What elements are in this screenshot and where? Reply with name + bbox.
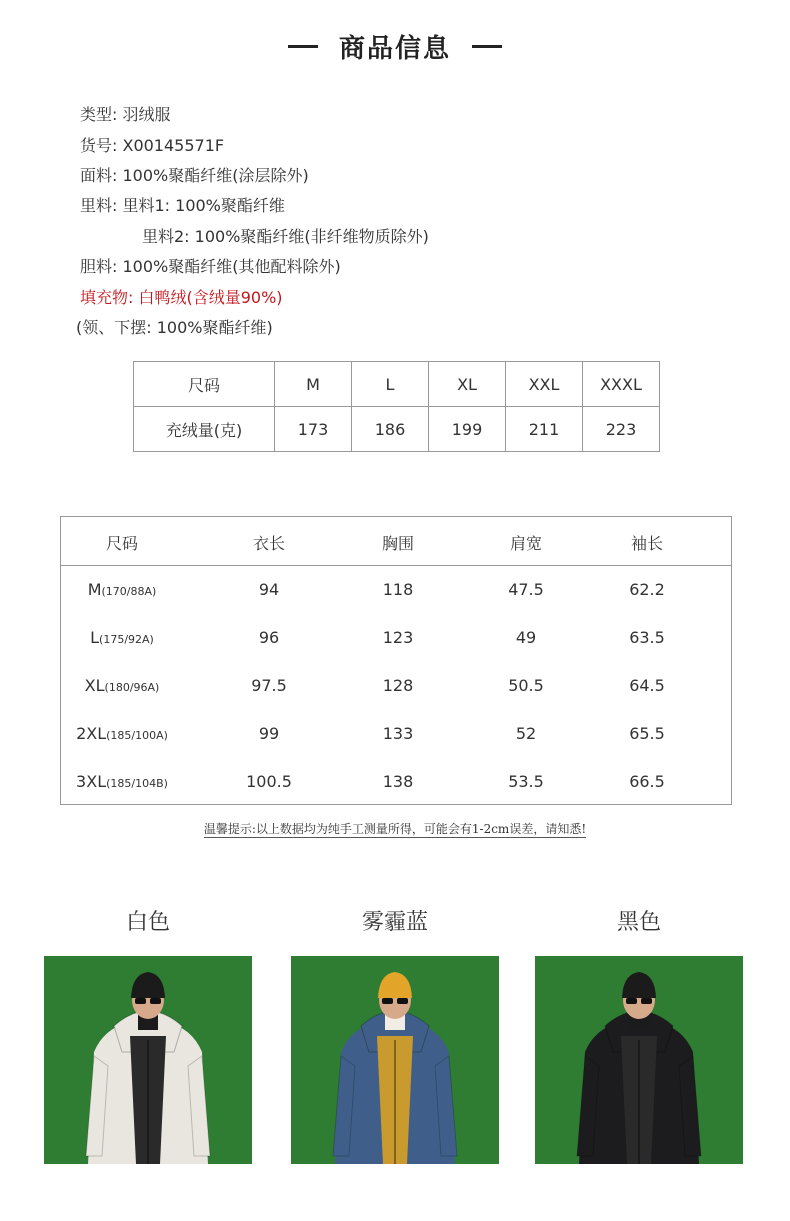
- color-label-black: 黑色: [616, 910, 661, 935]
- model-figure: [44, 956, 252, 1164]
- size-chart-header: 衣长: [252, 534, 285, 553]
- size-chart-shoulder-cell: 47.5: [508, 580, 544, 599]
- size-chart-size-spec: (180/96A): [104, 681, 160, 694]
- title-dash-right: [472, 45, 502, 48]
- size-chart-shoulder-cell: 52: [515, 724, 537, 743]
- size-chart-header: 尺码: [105, 534, 138, 553]
- sunglasses-right: [397, 998, 408, 1004]
- info-sku: 货号: X00145571F: [80, 136, 225, 155]
- size-chart-sleeve-cell: 64.5: [629, 676, 665, 695]
- size-chart-table: [60, 516, 732, 805]
- size-chart-size-name: M: [87, 580, 102, 599]
- fill-value-cell: 186: [352, 407, 429, 452]
- fill-value-cell: 211: [506, 407, 583, 452]
- product-photo-white: [44, 956, 252, 1164]
- size-chart-size-spec: (170/88A): [101, 585, 157, 598]
- size-chart-shoulder-cell: 53.5: [508, 772, 544, 791]
- sunglasses-left: [135, 998, 146, 1004]
- fill-value-cell: 223: [583, 407, 660, 452]
- fill-table-row-label: 充绒量(克): [134, 407, 275, 452]
- size-chart-header: 袖长: [630, 534, 663, 553]
- info-lining-1: 里料: 里料1: 100%聚酯纤维: [80, 196, 285, 215]
- size-chart-size-cell: [62, 724, 182, 743]
- size-chart-chest-cell: 138: [382, 772, 414, 791]
- size-chart-size-name: 2XL: [76, 724, 107, 743]
- size-chart-header: 胸围: [381, 534, 414, 553]
- fill-value-cell: 173: [275, 407, 352, 452]
- product-photo-black: [535, 956, 743, 1164]
- sunglasses-right: [641, 998, 652, 1004]
- size-chart-sleeve-cell: 63.5: [629, 628, 665, 647]
- info-lining-2: 里料2: 100%聚酯纤维(非纤维物质除外): [142, 227, 429, 246]
- model-figure: [535, 956, 743, 1164]
- color-label-white: 白色: [125, 910, 170, 935]
- product-photo-haze-blue: [291, 956, 499, 1164]
- fill-value-cell: 199: [429, 407, 506, 452]
- size-chart-shoulder-cell: 49: [515, 628, 537, 647]
- size-chart-size-cell: [62, 676, 182, 695]
- size-chart-size-spec: (185/100A): [106, 729, 168, 742]
- size-chart-size-spec: (185/104B): [106, 777, 168, 790]
- measurement-notice-text: 温馨提示:以上数据均为纯手工测量所得，可能会有1-2cm误差，请知悉!: [203, 822, 587, 836]
- size-chart-sleeve-cell: 66.5: [629, 772, 665, 791]
- fill-size-cell: M: [275, 362, 352, 407]
- size-chart-size-name: 3XL: [76, 772, 107, 791]
- info-fabric: 面料: 100%聚酯纤维(涂层除外): [80, 166, 309, 185]
- model-figure: [291, 956, 499, 1164]
- fill-size-cell: XL: [429, 362, 506, 407]
- fill-table-header: 尺码: [134, 362, 275, 407]
- fill-size-cell: XXL: [506, 362, 583, 407]
- sunglasses-left: [626, 998, 637, 1004]
- info-filling: 填充物: 白鸭绒(含绒量90%): [80, 288, 283, 307]
- size-chart-size-name: XL: [84, 676, 105, 695]
- size-chart-length-cell: 97.5: [251, 676, 287, 695]
- size-chart-size-cell: [62, 628, 182, 647]
- size-chart-length-cell: 96: [258, 628, 280, 647]
- color-label-haze-blue: 雾霾蓝: [361, 910, 428, 935]
- sunglasses-right: [150, 998, 161, 1004]
- size-chart-length-cell: 99: [258, 724, 280, 743]
- size-chart-sleeve-cell: 62.2: [629, 580, 665, 599]
- size-chart-header-row: [61, 517, 731, 566]
- fill-size-cell: L: [352, 362, 429, 407]
- fill-size-cell: XXXL: [583, 362, 660, 407]
- sunglasses-left: [382, 998, 393, 1004]
- fill-table-value-row: [134, 407, 660, 452]
- info-collar: (领、下摆: 100%聚酯纤维): [76, 318, 273, 337]
- title-dash-left: [288, 45, 318, 48]
- size-chart-shoulder-cell: 50.5: [508, 676, 544, 695]
- fill-weight-table: [133, 361, 660, 452]
- fill-table-size-row: [134, 362, 660, 407]
- size-chart-size-cell: [62, 772, 182, 791]
- size-chart-chest-cell: 123: [382, 628, 414, 647]
- size-chart-size-spec: (175/92A): [99, 633, 154, 646]
- size-chart-chest-cell: 128: [382, 676, 414, 695]
- size-chart-chest-cell: 118: [382, 580, 414, 599]
- info-type: 类型: 羽绒服: [80, 105, 171, 124]
- size-chart-size-name: L: [90, 628, 100, 647]
- size-chart-sleeve-cell: 65.5: [629, 724, 665, 743]
- info-inner: 胆料: 100%聚酯纤维(其他配料除外): [80, 257, 341, 276]
- size-chart-size-cell: [62, 580, 182, 599]
- size-chart-length-cell: 94: [258, 580, 280, 599]
- size-chart-length-cell: 100.5: [246, 772, 292, 791]
- size-chart-chest-cell: 133: [382, 724, 414, 743]
- section-header: [0, 28, 790, 72]
- page-title: 商品信息: [338, 34, 451, 64]
- size-chart-header: 肩宽: [509, 534, 542, 553]
- measurement-notice: [0, 820, 790, 837]
